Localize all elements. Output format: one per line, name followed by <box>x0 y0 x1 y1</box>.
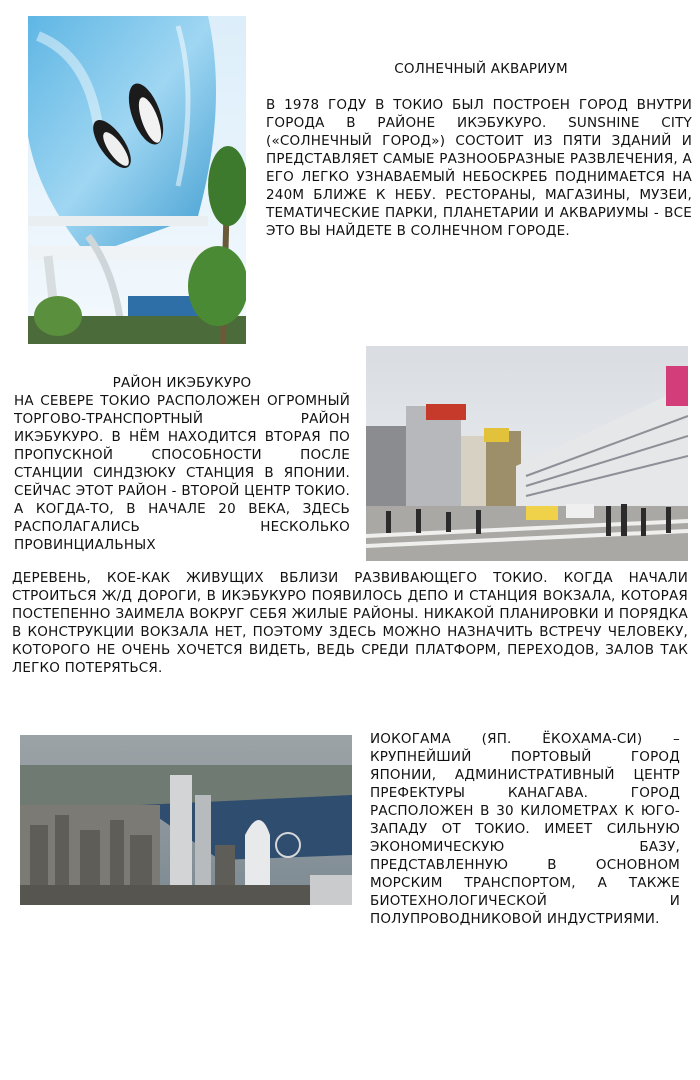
section1-body: В 1978 ГОДУ В ТОКИО БЫЛ ПОСТРОЕН ГОРОД ВНУТРИ ГОРОДА В РАЙОНЕ ИКЭБУКУРО. SUNSHINE CITY («СОЛНЕЧНЫЙ ГОРОД») СОСТОИТ ИЗ ПЯТИ ЗДАНИЙ И ПРЕДСТАВЛЯЕТ САМЫЕ РАЗНООБРАЗНЫЕ РАЗВЛЕЧЕНИЯ, А ЕГО ЛЕГКО УЗНАВАЕМЫЙ НЕБОСКРЕБ ПОДНИМАЕТСЯ НА 240М БЛИЖЕ К НЕБУ. РЕСТОРАНЫ, МАГАЗИНЫ, МУЗЕИ, ТЕМАТИЧЕСКИЕ ПАРКИ, ПЛАНЕТАРИИ И АКВАРИУМЫ - ВСЕ ЭТО ВЫ НАЙДЕТЕ В СОЛНЕЧНОМ ГОРОДЕ. <box>266 97 692 239</box>
aquarium-photo <box>28 16 246 344</box>
yokohama-photo <box>20 735 352 905</box>
section3-body: ИОКОГАМА (ЯП. ЁКОХАМА-СИ) – КРУПНЕЙШИЙ ПОРТОВЫЙ ГОРОД ЯПОНИИ, АДМИНИСТРАТИВНЫЙ ЦЕНТР ПРЕФЕКТУРЫ КАНАГАВА. ГОРОД РАСПОЛОЖЕН В 30 КИЛОМЕТРАХ К ЮГО-ЗАПАДУ ОТ ТОКИО. ИМЕЕТ СИЛЬНУЮ ЭКОНОМИЧЕСКУЮ БАЗУ, ПРЕДСТАВЛЕННУЮ В ОСНОВНОМ МОРСКИМ ТРАНСПОРТОМ, А ТАКЖЕ БИОТЕХНОЛОГИЧЕСКОЙ И ПОЛУПРОВОДНИКОВОЙ ИНДУСТРИЯМИ. <box>370 731 680 927</box>
section2-body-bottom: ДЕРЕВЕНЬ, КОЕ-КАК ЖИВУЩИХ ВБЛИЗИ РАЗВИВАЮЩЕГО ТОКИО. КОГДА НАЧАЛИ СТРОИТЬСЯ Ж/Д ДОРОГИ, В ИКЭБУКУРО ПОЯВИЛОСЬ ДЕПО И СТАНЦИЯ ВОКЗАЛА, КОТОРАЯ ПОСТЕПЕННО ЗАИМЕЛА ВОКРУГ СЕБЯ ЖИЛЫЕ РАЙОНЫ. НИКАКОЙ ПЛАНИРОВКИ И ПОРЯДКА В КОНСТРУКЦИИ ВОКЗАЛА НЕТ, ПОЭТОМУ ЗДЕСЬ МОЖНО НАЗНАЧИТЬ ВСТРЕЧУ ЧЕЛОВЕКУ, КОТОРОГО НЕ ОЧЕНЬ ХОЧЕТСЯ ВИДЕТЬ, ВЕДЬ СРЕДИ ПЛАТФОРМ, ПЕРЕХОДОВ, ЗАЛОВ ТАК ЛЕГКО ПОТЕРЯТЬСЯ. <box>12 570 688 676</box>
section1-title: СОЛНЕЧНЫЙ АКВАРИУМ <box>394 61 568 77</box>
ikebukuro-photo <box>366 346 688 561</box>
section2-title: РАЙОН ИКЭБУКУРО <box>112 375 252 391</box>
section2-body-top: НА СЕВЕРЕ ТОКИО РАСПОЛОЖЕН ОГРОМНЫЙ ТОРГОВО-ТРАНСПОРТНЫЙ РАЙОН ИКЭБУКУРО. В НЁМ НАХОДИТСЯ ВТОРАЯ ПО ПРОПУСКНОЙ СПОСОБНОСТИ ПОСЛЕ СТАНЦИИ СИНДЗЮКУ СТАНЦИЯ В ЯПОНИИ. СЕЙЧАС ЭТОТ РАЙОН - ВТОРОЙ ЦЕНТР ТОКИО. А КОГДА-ТО, В НАЧАЛЕ 20 ВЕКА, ЗДЕСЬ РАСПОЛАГАЛИСЬ НЕСКОЛЬКО ПРОВИНЦИАЛЬНЫХ <box>14 393 350 553</box>
